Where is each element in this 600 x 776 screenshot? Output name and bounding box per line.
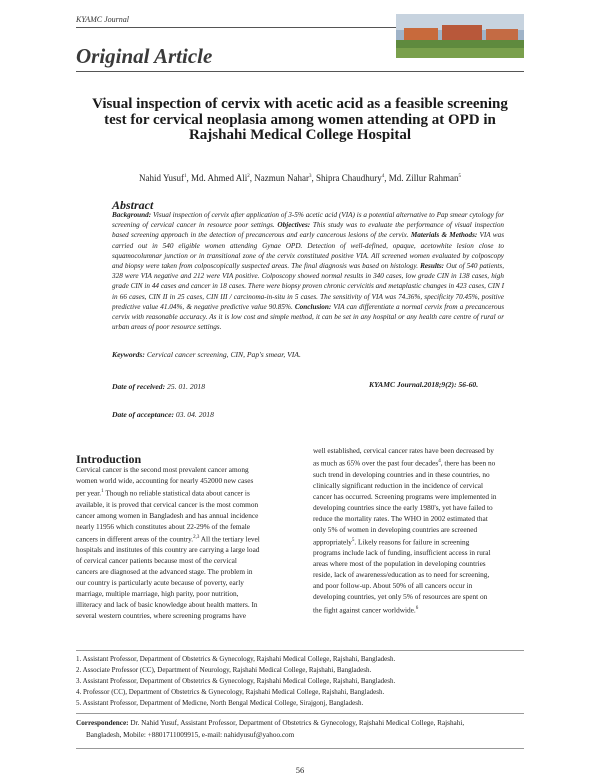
date-received: Date of received: 25. 01. 2018 bbox=[112, 382, 206, 391]
footnote: 1. Assistant Professor, Department of Obstetrics & Gynecology, Rajshahi Medical College, Rajshahi, Bangladesh. bbox=[76, 655, 396, 663]
journal-name: KYAMC Journal bbox=[76, 15, 129, 24]
author: Md. Zillur Rahman bbox=[388, 173, 459, 183]
correspondence-rule bbox=[76, 713, 524, 714]
intro-left-column: Cervical cancer is the second most prevalent cancer among women world wide, accounting for nearly 452000 new cases per year.$^1$ Though no reliable statistical data about cancer is available, it is proved that cervical cancer is the most common cancer among women in Bangladesh and has annual incidence nearly 11956 which constitutes about 22-29% of the female cancers in different areas of the country.$^{2,3}$ All the tertiary level hospitals and institutes of this country are carrying a large load of cervical cancer patients because most of the cervical cancers are diagnosed at the advanced stage. The problem in our country is particularly acute because of poverty, early marriage, multiple marriage, high parity, poor nutrition, illiteracy and lack of basic knowledge about health matters. In several western countries, where screening programs have bbox=[76, 465, 260, 621]
abstract-heading: Abstract bbox=[112, 198, 154, 212]
footnote: 2. Associate Professor (CC), Department of Neurology, Rajshahi Medical College, Rajshahi, Bangladesh. bbox=[76, 666, 372, 674]
introduction-heading: Introduction bbox=[76, 452, 142, 466]
author: Nahid Yusuf bbox=[139, 173, 184, 183]
author-list: Nahid Yusuf$^1$, Md. Ahmed Ali$^2$, Nazmun Nahar$^3$, Shipra Chaudhury$^4$, Md. Zillur Rahman$^5$ bbox=[139, 173, 461, 183]
footnote: 3. Assistant Professor, Department of Obstetrics & Gynecology, Rajshahi Medical College, Rajshahi, Bangladesh. bbox=[76, 677, 396, 685]
citation: KYAMC Journal.2018;9(2): 56-60. bbox=[369, 380, 479, 389]
footnote: 4. Professor (CC), Department of Obstetrics & Gynecology, Rajshahi Medical College, Rajshahi, Bangladesh. bbox=[76, 688, 385, 696]
correspondence: Correspondence: Dr. Nahid Yusuf, Assistant Professor, Department of Obstetrics & Gynecology, Rajshahi Medical College, Rajshahi, Bangladesh, Mobile: +8801711009915, e-mail: nahidyusuf@yahoo.com bbox=[76, 719, 465, 739]
footnote: 5. Assistant Professor, Department of Medicne, North Bengal Medical College, Sirajgonj, Bangladesh. bbox=[76, 699, 364, 707]
author: Shipra Chaudhury bbox=[315, 173, 382, 183]
section-rule bbox=[76, 71, 524, 72]
campus-photo bbox=[396, 14, 524, 58]
page-rule bbox=[76, 748, 524, 749]
footnote-rule bbox=[76, 650, 524, 651]
author: Md. Ahmed Ali bbox=[190, 173, 248, 183]
intro-right-column: well established, cervical cancer rates have been decreased by as much as 65% over the past four decades$^4$, there has been no such trend in developing countries and in these countries, no clinically significant reduction in the incidence of cervical cancer has occurred. Screening programs were implemented in developing countries since the early 1980's, yet have failed to reduce the mortality rates. The WHO in 2002 estimated that only 5% of women in developing countries are screened appropriately$^5$. Likely reasons for failure in screening programs include lack of funding, insufficient access in rural areas where most of the population in developing countries reside, lack of awareness/education as to need for screening, and poor follow-up. About 50% of all cancers occur in developing countries, yet only 5% of resources are spent on the fight against cancer worldwide.$^6$ bbox=[313, 446, 497, 614]
author: Nazmun Nahar bbox=[254, 173, 309, 183]
header-rule bbox=[76, 27, 426, 28]
article-title: Visual inspection of cervix with acetic acid as a feasible screening test for cervical neoplasia among women attending at OPD in Rajshahi Medical College Hospital bbox=[92, 96, 508, 143]
page-number: 56 bbox=[295, 765, 305, 775]
keywords: Keywords: Cervical cancer screening, CIN, Pap's smear, VIA. bbox=[112, 350, 301, 359]
date-accepted: Date of acceptance: 03. 04. 2018 bbox=[112, 410, 214, 419]
abstract-body: Background: Visual inspection of cervix after application of 3-5% acetic acid (VIA) is a potential alternative to Pap smear cytology for screening of cervical cancer in resource poor settings. Objectives: This study was to evaluate the performance of visual inspection based screening approach in the detection of precancerous and early cancerous lesions of the cervix. Materials & Methods: VIA was carried out in 540 eligible women attending Gynae OPD. Detection of well-defined, opaque, acetowhite lesion close to squamocolumnar junction or in transitional zone of the cervix constituted positive VIA. All screened women evaluated by colposcopy and biopsy were taken from colposcopically suspected areas. The final diagnosis was based on histology. Results: Out of 540 patients, 328 were VIA negative and 212 were VIA positive. Colposcopy showed normal results in 340 cases, low grade CIN in 138 cases, high grade CIN in 44 cases and cancer in 18 cases. There were biopsy proven chronic cervicitis and metaplastic changes in 423 cases, CIN I in 66 cases, CIN II in 25 cases, CIN III / carcinoma-in-situ in 5 cases. The sensitivity of VIA was 74.36%, specificity 70.45%, positive predictive value 41.04%, & negative predictive value 90.85%. Conclusion: VIA can differentiate a normal cervix from a precancerous cervix with reasonable accuracy. As it is low cost and simple method, it can be set in any hospital or any health care centre of rural or urban areas of poor resource settings. bbox=[112, 211, 505, 332]
section-label: Original Article bbox=[76, 44, 213, 68]
